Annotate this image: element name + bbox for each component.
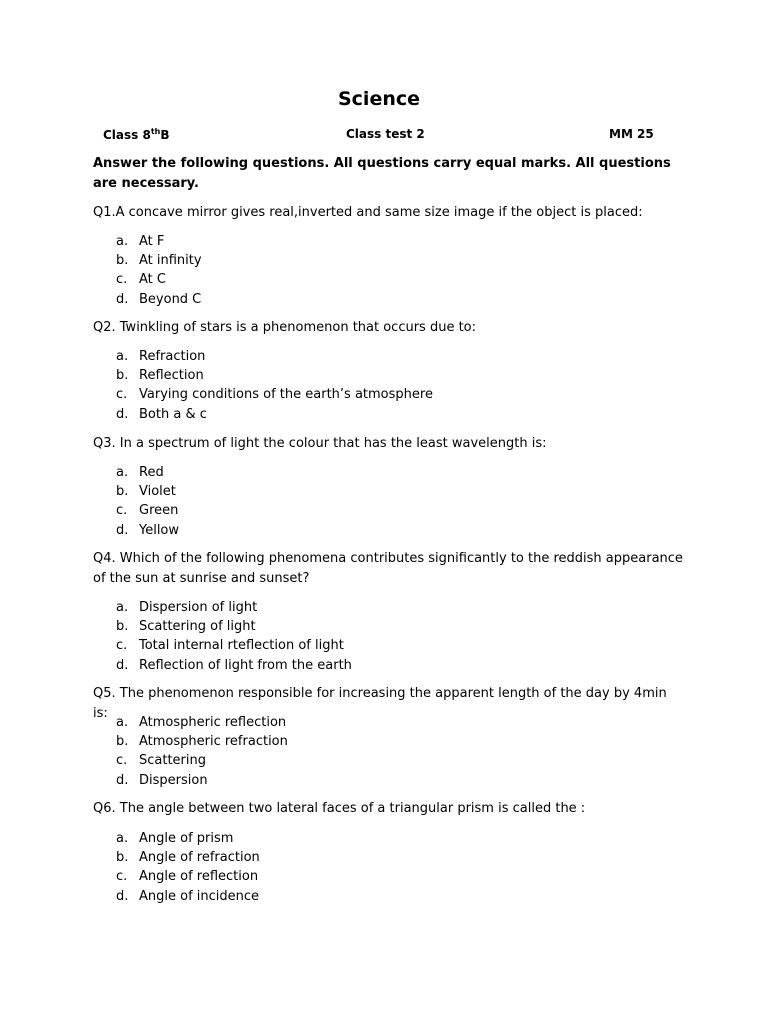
option	[116, 598, 616, 617]
option-text: Scattering of light	[139, 619, 256, 635]
question-2: Q2. Twinkling of stars is a phenomenon that occurs due to:	[93, 320, 477, 335]
option-text: Reflection	[139, 368, 204, 384]
question-1: Q1.A concave mirror gives real,inverted and same size image if the object is placed:	[93, 205, 643, 220]
option-letter: a.	[116, 349, 129, 364]
option-letter: b.	[116, 368, 129, 384]
option-text: Atmospheric refraction	[139, 734, 288, 750]
question-4-options	[116, 598, 616, 675]
question-3: Q3. In a spectrum of light the colour that has the least wavelength is:	[93, 436, 547, 451]
option-letter: d.	[116, 772, 129, 788]
question-4: Q4. Which of the following phenomena contributes significantly to the reddish appearance of the sun at sunrise and sunset?	[93, 551, 683, 586]
question-5-options	[116, 713, 616, 790]
option-text: Green	[139, 503, 179, 519]
page-title: Science	[337, 88, 421, 110]
option	[116, 867, 616, 886]
option-letter: b.	[116, 619, 129, 635]
option-text: Angle of incidence	[139, 888, 260, 904]
option	[116, 732, 616, 751]
option-text: Dispersion of light	[139, 600, 258, 615]
option	[116, 829, 616, 848]
option	[116, 771, 616, 790]
test-name: Class test 2	[346, 127, 425, 141]
option-text: Total internal rteflection of light	[139, 638, 344, 654]
option	[116, 405, 616, 424]
option	[116, 713, 616, 732]
max-marks: MM 25	[609, 127, 654, 141]
option-text: Beyond C	[139, 291, 202, 307]
option-letter: c.	[116, 503, 128, 519]
option-text: Angle of reflection	[139, 869, 259, 885]
option-letter: a.	[116, 234, 129, 249]
option	[116, 636, 616, 655]
option-letter: c.	[116, 272, 128, 288]
question-6-options	[116, 829, 616, 906]
option-letter: c.	[116, 753, 128, 769]
option-text: At C	[139, 272, 166, 288]
class-superscript: th	[150, 127, 161, 136]
option	[116, 751, 616, 770]
option-letter: c.	[116, 638, 128, 654]
option	[116, 501, 616, 520]
option-letter: a.	[116, 715, 129, 730]
option-text: Violet	[139, 484, 176, 500]
option	[116, 521, 616, 540]
option-text: At F	[139, 234, 165, 249]
question-3-options	[116, 463, 616, 540]
test-meta-row	[0, 127, 768, 147]
option	[116, 848, 616, 867]
option-text: Both a & c	[139, 406, 207, 422]
option	[116, 617, 616, 636]
option-letter: d.	[116, 406, 129, 422]
option-text: Refraction	[139, 349, 206, 364]
option-text: Angle of prism	[139, 831, 234, 846]
class-label	[103, 127, 170, 142]
option-letter: d.	[116, 657, 129, 673]
option	[116, 482, 616, 501]
option-text: Scattering	[139, 753, 207, 769]
class-suffix: B	[160, 128, 170, 142]
option	[116, 270, 616, 289]
instructions: Answer the following questions. All questions carry equal marks. All questions are necessary.	[93, 156, 671, 191]
option	[116, 463, 616, 482]
option-text: Atmospheric reflection	[139, 715, 287, 730]
option-text: Dispersion	[139, 772, 208, 788]
question-6: Q6. The angle between two lateral faces of a triangular prism is called the :	[93, 801, 586, 816]
option	[116, 887, 616, 906]
question-1-options	[116, 232, 616, 309]
option	[116, 366, 616, 385]
option	[116, 385, 616, 404]
option	[116, 347, 616, 366]
option-text: Angle of refraction	[139, 850, 260, 866]
option-letter: b.	[116, 850, 129, 866]
option-text: Varying conditions of the earth’s atmosphere	[139, 387, 433, 403]
option-text: Red	[139, 465, 164, 480]
option-text: Yellow	[139, 522, 180, 538]
option-letter: d.	[116, 888, 129, 904]
option-letter: b.	[116, 484, 129, 500]
option	[116, 290, 616, 309]
option-letter: d.	[116, 291, 129, 307]
option-letter: a.	[116, 831, 129, 846]
option	[116, 232, 616, 251]
option-letter: b.	[116, 253, 129, 269]
option-text: Reflection of light from the earth	[139, 657, 352, 673]
option-letter: d.	[116, 522, 129, 538]
option-letter: a.	[116, 465, 129, 480]
option	[116, 656, 616, 675]
class-prefix: Class 8	[103, 128, 151, 142]
option-letter: b.	[116, 734, 129, 750]
option-text: At infinity	[139, 253, 202, 269]
option-letter: a.	[116, 600, 129, 615]
question-5: Q5. The phenomenon responsible for increasing the apparent length of the day by 4min is:	[93, 686, 667, 721]
option-letter: c.	[116, 869, 128, 885]
option-letter: c.	[116, 387, 128, 403]
question-2-options	[116, 347, 616, 424]
option	[116, 251, 616, 270]
